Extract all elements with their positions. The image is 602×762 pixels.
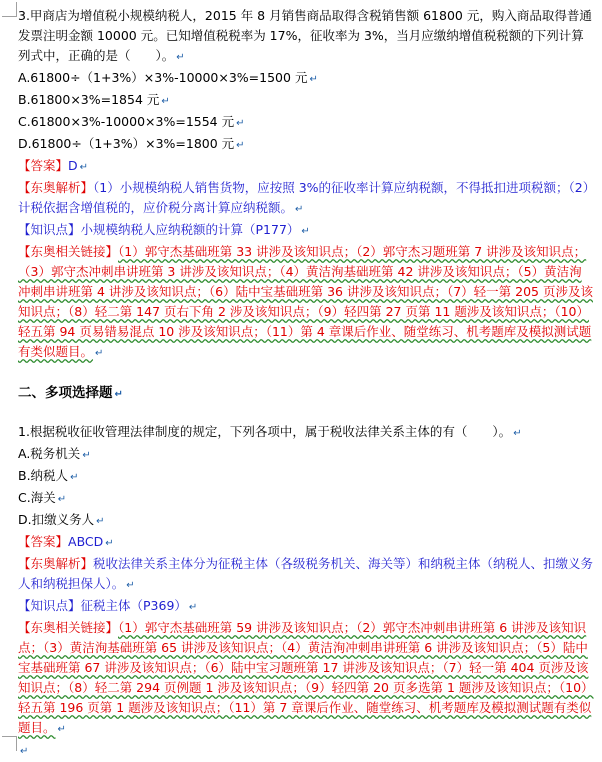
margin-corner-mark [2, 2, 17, 17]
analysis-line: 【东奥解析】税收法律关系主体分为征税主体（各级税务机关、海关等）和纳税主体（纳税人、扣缴义务人和纳税担保人）。 ↵ [18, 556, 594, 591]
option-b: B.61800×3%=1854 元 ↵ [18, 92, 170, 107]
question-stem: 1.根据税收征收管理法律制度的规定，下列各项中，属于税收法律关系主体的有（ ）。 ↵ [18, 424, 522, 439]
option-c: C.61800×3%-10000×3%=1554 元 ↵ [18, 114, 245, 129]
option-a: A.税务机关 ↵ [18, 446, 91, 461]
knowledge-line: 【知识点】征税主体（P369） ↵ [18, 598, 198, 613]
answer-line: 【答案】D ↵ [18, 158, 89, 173]
margin-corner-mark [2, 736, 17, 751]
option-b: B.纳税人 ↵ [18, 468, 79, 483]
analysis-line: 【东奥解析】（1）小规模纳税人销售货物，应按照 3%的征收率计算应纳税额，不得抵扣进项税额；（2）计税依据含增值税的，应价税分离计算应纳税额。 ↵ [18, 180, 589, 215]
option-c: C.海关 ↵ [18, 490, 67, 505]
document-body[interactable] [18, 6, 594, 762]
option-a: A.61800÷（1+3%）×3%-10000×3%=1500 元 ↵ [18, 70, 318, 85]
related-links-line: 【东奥相关链接】（1）郭守杰基础班第 59 讲涉及该知识点；（2）郭守杰冲刺串讲班第 6 讲涉及该知识点；（3）黄洁洵基础班第 65 讲涉及该知识点；（4）黄洁洵冲刺串讲班第 6 讲涉及该知识点；（5）陆中宝基础班第 67 讲涉及该知识点；（6）陆中宝习题班第 17 讲涉及该知识点；（7）轻一第 404 页涉及该知识点；（8）轻二第 294 页例题 1 涉及该知识点；（9）轻四第 20 页多选第 1 题涉及该知识点；（10）轻五第 196 页第 1 题涉及该知识点；（11）第 7 章课后作业、随堂练习、机考题库及模拟测试题有类似题目。 ↵ [18, 620, 594, 735]
empty-paragraph: ↵ [20, 746, 29, 757]
option-d: D.扣缴义务人 ↵ [18, 512, 105, 527]
question-stem: 3.甲商店为增值税小规模纳税人，2015 年 8 月销售商品取得含税销售额 61800 元，购入商品取得普通发票注明金额 10000 元。已知增值税税率为 17%，征收率为 3%，当月应缴纳增值税税额的下列计算列式中，正确的是（ ）。 ↵ [18, 8, 592, 63]
related-links-line: 【东奥相关链接】（1）郭守杰基础班第 33 讲涉及该知识点；（2）郭守杰习题班第 7 讲涉及该知识点；（3）郭守杰冲刺串讲班第 3 讲涉及该知识点；（4）黄洁洵基础班第 42 讲涉及该知识点；（5）黄洁洵冲刺串讲班第 4 讲涉及该知识点；（6）陆中宝基础班第 36 讲涉及该知识点；（7）轻一第 205 页涉及该知识点；（8）轻二第 147 页右下角 2 涉及该知识点；（9）轻四第 27 页第 11 题涉及该知识点；（10）轻五第 94 页易错易混点 10 涉及该知识点；（11）第 4 章课后作业、随堂练习、机考题库及模拟测试题有类似题目。 ↵ [18, 244, 593, 359]
knowledge-line: 【知识点】小规模纳税人应纳税额的计算（P177） ↵ [18, 222, 310, 237]
option-d: D.61800÷（1+3%）×3%=1800 元 ↵ [18, 136, 245, 151]
section-title: 二、多项选择题 ↵ [18, 385, 123, 401]
answer-line: 【答案】ABCD ↵ [18, 534, 114, 549]
